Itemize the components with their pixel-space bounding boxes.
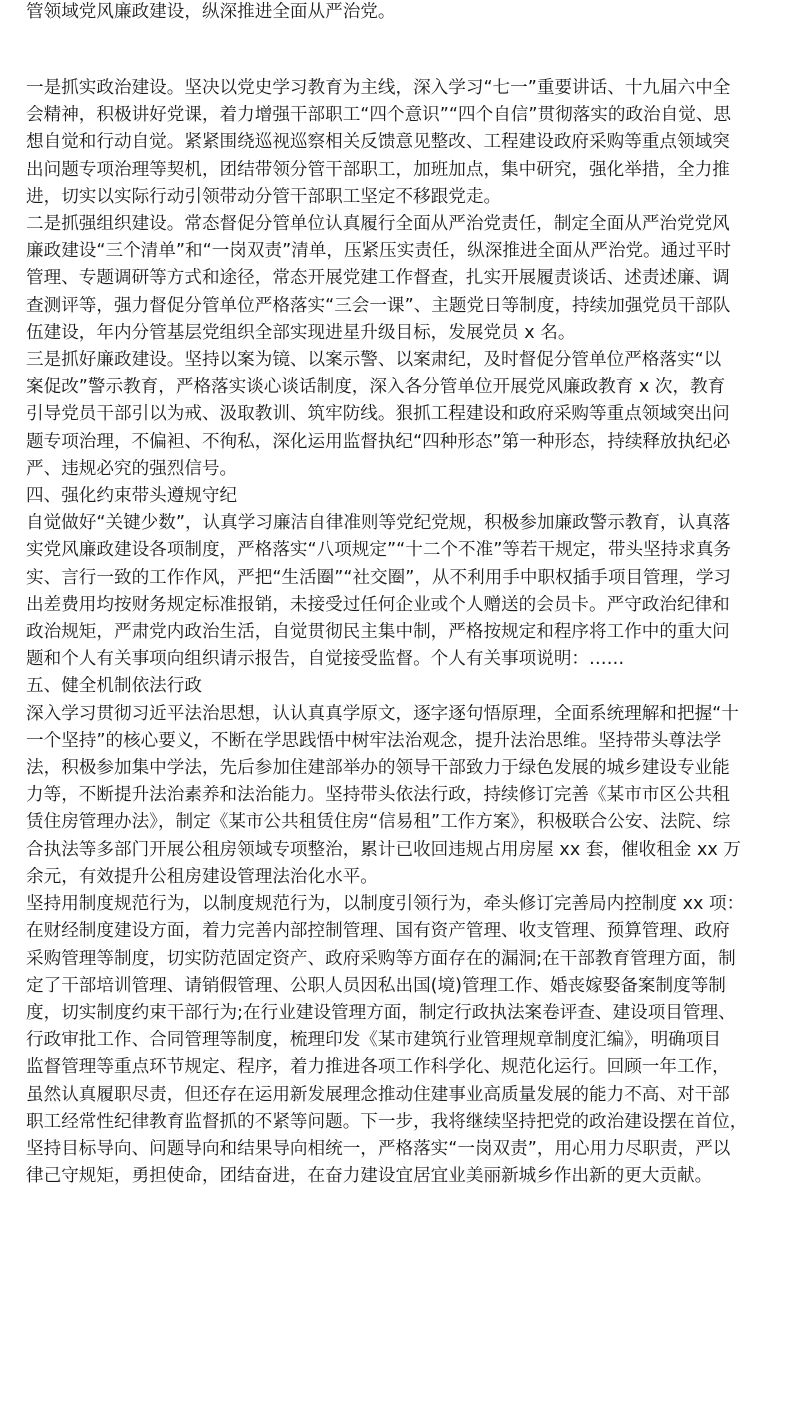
document-top-line: 管领域党风廉政建设，纵深推进全面从严治党。 (26, 2, 396, 22)
text-line: 引导党员干部引以为戒、汲取教训、筑牢防线。狠抓工程建设和政府采购等重点领域突出问 (26, 404, 730, 425)
section-heading: 五、健全机制依法行政 (26, 676, 202, 697)
text-line: 伍建设，年内分管基层党组织全部实现进星升级目标，发展党员 x 名。 (26, 322, 576, 343)
text-line: 题专项治理，不偏袒、不徇私，深化运用监督执纪“四种形态”第一种形态，持续释放执纪必 (26, 431, 731, 452)
text-line: 案促改”警示教育，严格落实谈心谈话制度，深入各分管单位开展党风廉政教育 x 次，教育 (26, 377, 726, 398)
text-line: 出差费用均按财务规定标准报销，未接受过任何企业或个人赠送的会员卡。严守政治纪律和 (26, 594, 730, 615)
text-line: 定了干部培训管理、请销假管理、公职人员因私出国(境)管理工作、婚丧嫁娶备案制度等制 (26, 975, 726, 996)
text-line: 严、违规必究的强烈信号。 (26, 458, 238, 479)
text-line: 在财经制度建设方面，着力完善内部控制管理、国有资产管理、收支管理、预算管理、政府 (26, 921, 730, 942)
text-line: 度，切实制度约束干部行为;在行业建设管理方面，制定行政执法案卷评查、建设项目管理、 (26, 1002, 736, 1023)
text-line: 会精神，积极讲好党课，着力增强干部职工“四个意识”“四个自信”贯彻落实的政治自觉、思 (26, 105, 732, 126)
text-line: 管理、专题调研等方式和途径，常态开展党建工作督查，扎实开展履责谈话、述责述廉、调 (26, 268, 730, 289)
text-line: 三是抓好廉政建设。坚持以案为镜、以案示警、以案肃纪，及时督促分管单位严格落实“以 (26, 350, 722, 371)
text-line: 采购管理等制度，切实防范固定资产、政府采购等方面存在的漏洞;在干部教育管理方面，制 (26, 948, 736, 969)
text-line: 查测评等，强力督促分管单位严格落实“三会一课”、主题党日等制度，持续加强党员干部队 (26, 295, 731, 316)
text-line: 深入学习贯彻习近平法治思想，认认真真学原文，逐字逐句悟原理，全面系统理解和把握“十 (26, 703, 739, 724)
text-line: 职工经常性纪律教育监督抓的不紧等问题。下一步，我将继续坚持把党的政治建设摆在首位， (26, 1111, 748, 1132)
text-line: 合执法等多部门开展公租房领域专项整治，累计已收回违规占用房屋 xx 套，催收租金 xx 万 (26, 839, 741, 860)
section-heading: 四、强化约束带头遵规守纪 (26, 486, 238, 507)
text-line: 赁住房管理办法》，制定《某市公共租赁住房“信易租”工作方案》，积极联合公安、法院、综 (26, 812, 731, 833)
text-line: 政治规矩，严肃党内政治生活，自觉贯彻民主集中制，严格按规定和程序将工作中的重大问 (26, 622, 730, 643)
text-line: 律己守规矩，勇担使命，团结奋进，在奋力建设宜居宜业美丽新城乡作出新的更大贡献。 (26, 1166, 713, 1187)
text-line: 坚持用制度规范行为，以制度规范行为，以制度引领行为，牵头修订完善局内控制度 xx 项： (26, 894, 745, 915)
text-line: 自觉做好“关键少数”，认真学习廉洁自律准则等党纪党规，积极参加廉政警示教育，认真落 (26, 513, 731, 534)
document-body (26, 75, 780, 1190)
text-line: 一个坚持”的核心要义，不断在学思践悟中树牢法治观念，提升法治思维。坚持带头尊法学 (26, 730, 722, 751)
text-line: 力等，不断提升法治素养和法治能力。坚持带头依法行政，持续修订完善《某市市区公共租 (26, 785, 730, 806)
text-line: 余元，有效提升公租房建设管理法治化水平。 (26, 866, 378, 887)
text-line: 实、言行一致的工作作风，严把“生活圈”“社交圈”，从不利用手中职权插手项目管理，学习 (26, 567, 732, 588)
text-line: 实党风廉政建设各项制度，严格落实“八项规定”“十二个不准”等若干规定，带头坚持求真务 (26, 540, 732, 561)
text-line: 题和个人有关事项向组织请示报告，自觉接受监督。个人有关事项说明：…… (26, 649, 625, 670)
text-line: 想自觉和行动自觉。紧紧围绕巡视巡察相关反馈意见整改、工程建设政府采购等重点领域突 (26, 132, 730, 153)
text-line: 法，积极参加集中学法，先后参加住建部举办的领导干部致力于绿色发展的城乡建设专业能 (26, 758, 730, 779)
text-line: 进，切实以实际行动引领带动分管干部职工坚定不移跟党走。 (26, 186, 502, 207)
text-line: 虽然认真履职尽责，但还存在运用新发展理念推动住建事业高质量发展的能力不高、对干部 (26, 1084, 730, 1105)
text-line: 坚持目标导向、问题导向和结果导向相统一，严格落实“一岗双责”，用心用力尽职责，严以 (26, 1138, 731, 1159)
text-line: 一是抓实政治建设。坚决以党史学习教育为主线，深入学习“七一”重要讲话、十九届六中全 (26, 78, 731, 98)
text-line: 监督管理等重点环节规定、程序，着力推进各项工作科学化、规范化运行。回顾一年工作， (26, 1057, 730, 1078)
text-line: 行政审批工作、合同管理等制度，梳理印发《某市建筑行业管理规章制度汇编》，明确项目 (26, 1030, 721, 1051)
text-line: 出问题专项治理等契机，团结带领分管干部职工，加班加点，集中研究，强化举措，全力推 (26, 159, 730, 180)
text-line: 廉政建设“三个清单”和“一岗双责”清单，压紧压实责任，纵深推进全面从严治党。通过平时 (26, 241, 732, 262)
text-line: 二是抓强组织建设。常态督促分管单位认真履行全面从严治党责任，制定全面从严治党党风 (26, 214, 730, 235)
